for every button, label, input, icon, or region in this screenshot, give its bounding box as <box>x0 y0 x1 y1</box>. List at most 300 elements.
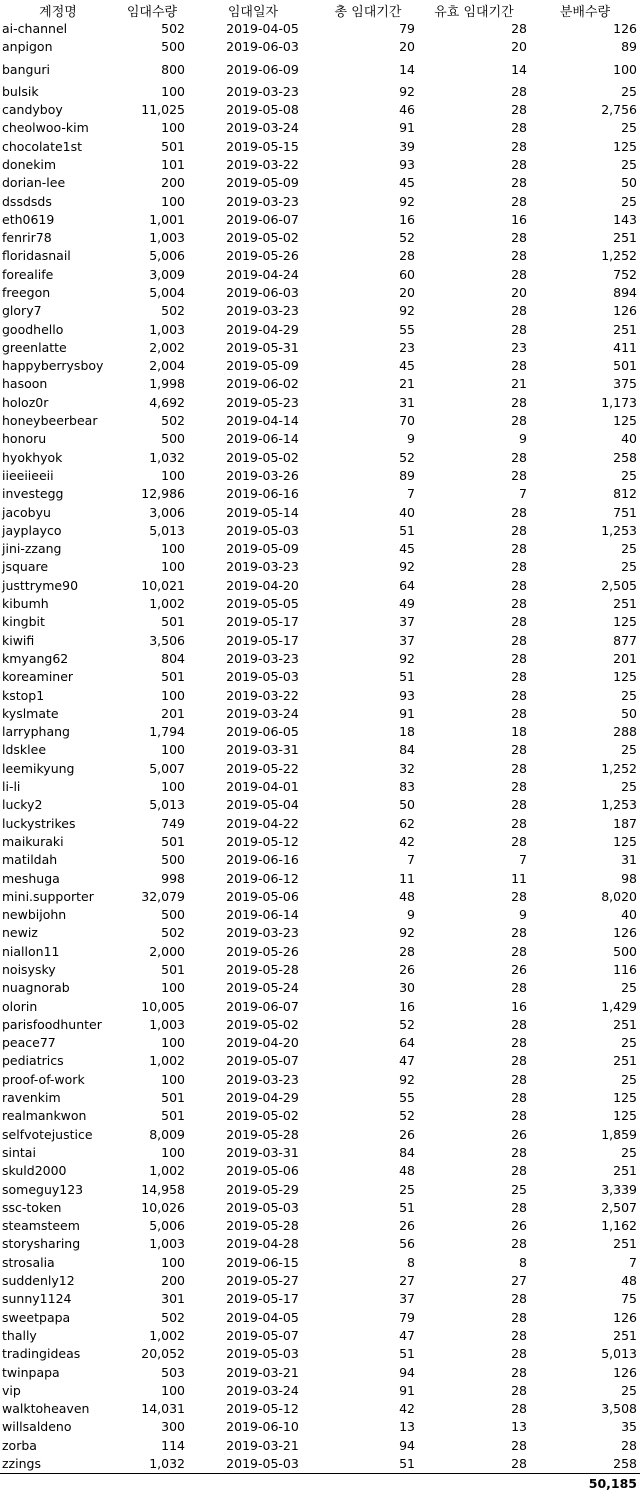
rental-amount: 5,007 <box>149 760 185 776</box>
valid-period: 28 <box>511 1327 527 1343</box>
rental-date: 2019-05-03 <box>226 1456 299 1471</box>
account-name: floridasnail <box>2 248 71 264</box>
account-name: jsquare <box>2 559 49 575</box>
rental-date: 2019-06-03 <box>226 39 299 55</box>
distribution-amount: 251 <box>613 1163 637 1179</box>
total-period: 16 <box>399 998 415 1014</box>
account-name: zzings <box>2 1456 41 1471</box>
total-period: 45 <box>399 175 415 191</box>
rental-amount: 500 <box>161 431 185 447</box>
account-name: fenrir78 <box>2 230 52 246</box>
rental-date: 2019-04-20 <box>226 577 299 593</box>
account-name: sunny1124 <box>2 1291 72 1307</box>
rental-amount: 3,006 <box>149 504 185 520</box>
valid-period: 28 <box>511 687 527 703</box>
valid-period: 28 <box>511 1108 527 1124</box>
account-name: olorin <box>2 998 38 1014</box>
table-row <box>0 741 640 759</box>
rental-date: 2019-04-20 <box>226 1035 299 1051</box>
table-row <box>0 613 640 631</box>
distribution-amount: 28 <box>621 1437 637 1453</box>
account-name: lucky2 <box>2 797 43 813</box>
account-name: cheolwoo-kim <box>2 120 89 136</box>
rental-date: 2019-05-12 <box>226 1401 299 1417</box>
distribution-amount: 187 <box>613 815 637 831</box>
valid-period: 28 <box>511 1035 527 1051</box>
total-period: 51 <box>399 1199 415 1215</box>
rental-amount: 100 <box>161 742 185 758</box>
total-period: 7 <box>407 852 415 868</box>
rental-amount: 1,002 <box>149 1053 185 1069</box>
distribution-amount: 2,756 <box>601 102 637 118</box>
account-name: selfvotejustice <box>2 1126 93 1142</box>
rental-date: 2019-05-26 <box>226 943 299 959</box>
distribution-amount: 1,162 <box>601 1218 637 1234</box>
distribution-amount: 812 <box>613 486 637 502</box>
table-row <box>0 449 640 467</box>
valid-period: 20 <box>511 39 527 55</box>
distribution-amount: 25 <box>621 779 637 795</box>
rental-date: 2019-05-03 <box>226 522 299 538</box>
valid-period: 9 <box>519 431 527 447</box>
table-row <box>0 851 640 869</box>
rental-amount: 800 <box>161 61 185 77</box>
rental-date: 2019-05-14 <box>226 504 299 520</box>
header-rental-date: 임대일자 <box>227 4 279 20</box>
total-period: 55 <box>399 1090 415 1106</box>
account-name: goodhello <box>2 321 64 337</box>
rental-amount: 100 <box>161 980 185 996</box>
table-row <box>0 1016 640 1034</box>
rental-amount: 1,003 <box>149 321 185 337</box>
valid-period: 28 <box>511 815 527 831</box>
rental-amount: 100 <box>161 1254 185 1270</box>
table-row <box>0 1345 640 1363</box>
total-period: 32 <box>399 760 415 776</box>
table-row <box>0 1437 640 1455</box>
account-name: jini-zzang <box>2 541 62 557</box>
valid-period: 7 <box>519 852 527 868</box>
table-row <box>0 668 640 686</box>
valid-period: 28 <box>511 943 527 959</box>
total-period: 27 <box>399 1273 415 1289</box>
rental-date: 2019-06-10 <box>226 1419 299 1435</box>
rental-date: 2019-05-17 <box>226 1291 299 1307</box>
total-period: 92 <box>399 193 415 209</box>
valid-period: 28 <box>511 1309 527 1325</box>
table-row <box>0 595 640 613</box>
rental-date: 2019-03-23 <box>226 559 299 575</box>
rental-date: 2019-05-02 <box>226 1108 299 1124</box>
rental-date: 2019-06-05 <box>226 724 299 740</box>
distribution-amount: 35 <box>621 1419 637 1435</box>
valid-period: 28 <box>511 193 527 209</box>
account-name: someguy123 <box>2 1181 84 1197</box>
account-name: hasoon <box>2 376 48 392</box>
rental-date: 2019-05-09 <box>226 175 299 191</box>
table-row <box>0 1272 640 1290</box>
account-name: investegg <box>2 486 64 502</box>
rental-amount: 1,032 <box>149 1456 185 1471</box>
table-row <box>0 979 640 997</box>
rental-amount: 5,004 <box>149 285 185 300</box>
rental-amount: 503 <box>161 1364 185 1380</box>
valid-period: 8 <box>519 1254 527 1270</box>
account-name: koreaminer <box>2 669 74 685</box>
rental-date: 2019-03-23 <box>226 925 299 941</box>
rental-amount: 1,002 <box>149 596 185 612</box>
table-row <box>0 796 640 814</box>
table-row <box>0 1418 640 1436</box>
rental-date: 2019-05-03 <box>226 1199 299 1215</box>
distribution-amount: 1,253 <box>601 797 637 813</box>
table-row <box>0 522 640 540</box>
account-name: nuagnorab <box>2 980 70 996</box>
rental-amount: 1,998 <box>149 376 185 392</box>
rental-amount: 5,013 <box>149 797 185 813</box>
table-row <box>0 888 640 906</box>
table-row <box>0 814 640 832</box>
table-row <box>0 192 640 210</box>
valid-period: 28 <box>511 1163 527 1179</box>
valid-period: 28 <box>511 1144 527 1160</box>
distribution-amount: 1,252 <box>601 760 637 776</box>
distribution-amount: 877 <box>613 632 637 648</box>
rental-date: 2019-06-02 <box>226 376 299 392</box>
total-period: 37 <box>399 1291 415 1307</box>
distribution-amount: 126 <box>613 21 637 37</box>
rental-amount: 14,031 <box>141 1401 185 1417</box>
table-row <box>0 1290 640 1308</box>
rental-amount: 5,013 <box>149 522 185 538</box>
rental-date: 2019-03-22 <box>226 156 299 172</box>
rental-amount: 501 <box>161 614 185 630</box>
distribution-amount: 75 <box>621 1291 637 1307</box>
account-name: dssdsds <box>2 193 52 209</box>
rental-amount: 4,692 <box>149 394 185 410</box>
rental-date: 2019-06-14 <box>226 431 299 447</box>
distribution-amount: 25 <box>621 467 637 483</box>
distribution-amount: 1,253 <box>601 522 637 538</box>
rental-date: 2019-04-29 <box>226 321 299 337</box>
account-name: jayplayco <box>2 522 62 538</box>
valid-period: 26 <box>511 1126 527 1142</box>
table-row <box>0 339 640 357</box>
total-period: 84 <box>399 742 415 758</box>
rental-amount: 998 <box>161 870 185 886</box>
table-row <box>0 1107 640 1125</box>
total-period: 48 <box>399 888 415 904</box>
rental-date: 2019-05-17 <box>226 614 299 630</box>
rental-date: 2019-03-31 <box>226 1144 299 1160</box>
rental-amount: 501 <box>161 961 185 977</box>
distribution-amount: 116 <box>613 961 637 977</box>
rental-date: 2019-03-24 <box>226 705 299 721</box>
rental-amount: 201 <box>161 705 185 721</box>
valid-period: 16 <box>511 998 527 1014</box>
table-row <box>0 394 640 412</box>
account-name: chocolate1st <box>2 138 83 154</box>
table-row <box>0 284 640 302</box>
valid-period: 28 <box>511 394 527 410</box>
account-name: hyokhyok <box>2 449 63 465</box>
rental-date: 2019-04-14 <box>226 413 299 429</box>
distribution-amount: 1,859 <box>601 1126 637 1142</box>
valid-period: 25 <box>511 1181 527 1197</box>
rental-date: 2019-05-06 <box>226 1163 299 1179</box>
rental-amount: 100 <box>161 687 185 703</box>
account-name: happyberrysboy <box>2 358 104 374</box>
distribution-amount: 500 <box>613 943 637 959</box>
table-row <box>0 1052 640 1070</box>
rental-amount: 501 <box>161 1108 185 1124</box>
total-period: 23 <box>399 339 415 355</box>
total-period: 47 <box>399 1053 415 1069</box>
total-period: 42 <box>399 833 415 849</box>
rental-date: 2019-05-22 <box>226 760 299 776</box>
total-period: 39 <box>399 138 415 154</box>
valid-period: 21 <box>511 376 527 392</box>
rental-date: 2019-05-24 <box>226 980 299 996</box>
total-period: 9 <box>407 907 415 923</box>
distribution-amount: 126 <box>613 925 637 941</box>
table-row <box>0 997 640 1015</box>
valid-period: 14 <box>511 61 527 77</box>
account-name: holoz0r <box>2 394 49 410</box>
total-period: 84 <box>399 1144 415 1160</box>
total-period: 9 <box>407 431 415 447</box>
total-period: 92 <box>399 83 415 99</box>
rental-amount: 502 <box>161 303 185 319</box>
account-name: kingbit <box>2 614 45 630</box>
total-period: 92 <box>399 650 415 666</box>
table-row <box>0 1217 640 1235</box>
rental-date: 2019-03-21 <box>226 1437 299 1453</box>
total-period: 92 <box>399 1071 415 1087</box>
distribution-amount: 2,507 <box>601 1199 637 1215</box>
rental-date: 2019-03-23 <box>226 1071 299 1087</box>
account-name: donekim <box>2 156 57 172</box>
account-name: tradingideas <box>2 1346 81 1362</box>
rental-date: 2019-05-29 <box>226 1181 299 1197</box>
table-row <box>0 38 640 56</box>
rental-amount: 1,003 <box>149 230 185 246</box>
table-body <box>0 20 640 1474</box>
rental-amount: 500 <box>161 907 185 923</box>
total-period: 92 <box>399 559 415 575</box>
account-name: parisfoodhunter <box>2 1016 102 1032</box>
table-row <box>0 174 640 192</box>
total-period: 94 <box>399 1364 415 1380</box>
account-name: leemikyung <box>2 760 75 776</box>
rental-date: 2019-05-03 <box>226 1346 299 1362</box>
total-period: 83 <box>399 779 415 795</box>
valid-period: 28 <box>511 614 527 630</box>
rental-amount: 1,002 <box>149 1163 185 1179</box>
account-name: forealife <box>2 266 54 282</box>
rental-amount: 3,506 <box>149 632 185 648</box>
distribution-amount: 251 <box>613 1327 637 1343</box>
distribution-amount: 7 <box>629 1254 637 1270</box>
distribution-amount: 251 <box>613 596 637 612</box>
account-name: larryphang <box>2 724 70 740</box>
account-name: glory7 <box>2 303 42 319</box>
table-row <box>0 83 640 101</box>
account-name: noisysky <box>2 961 56 977</box>
total-period: 8 <box>407 1254 415 1270</box>
table-row <box>0 632 640 650</box>
rental-date: 2019-06-14 <box>226 907 299 923</box>
rental-amount: 32,079 <box>141 888 185 904</box>
distribution-amount: 25 <box>621 541 637 557</box>
table-row <box>0 1235 640 1253</box>
account-name: zorba <box>2 1437 37 1453</box>
valid-period: 26 <box>511 1218 527 1234</box>
rental-date: 2019-05-09 <box>226 358 299 374</box>
distribution-amount: 125 <box>613 138 637 154</box>
rental-date: 2019-06-03 <box>226 285 299 300</box>
valid-period: 28 <box>511 705 527 721</box>
table-row <box>0 869 640 887</box>
total-period: 28 <box>399 248 415 264</box>
rental-date: 2019-04-22 <box>226 815 299 831</box>
account-name: luckystrikes <box>2 815 76 831</box>
distribution-amount: 125 <box>613 1090 637 1106</box>
distribution-amount: 2,505 <box>601 577 637 593</box>
distribution-amount: 143 <box>613 211 637 227</box>
rental-amount: 100 <box>161 193 185 209</box>
total-period: 92 <box>399 925 415 941</box>
valid-period: 28 <box>511 467 527 483</box>
table-row <box>0 302 640 320</box>
valid-period: 11 <box>511 870 527 886</box>
account-name: sweetpapa <box>2 1309 71 1325</box>
rental-amount: 100 <box>161 559 185 575</box>
rental-amount: 100 <box>161 83 185 99</box>
rental-date: 2019-06-16 <box>226 852 299 868</box>
total-period: 26 <box>399 1218 415 1234</box>
distribution-amount: 125 <box>613 1108 637 1124</box>
distribution-amount: 25 <box>621 83 637 99</box>
total-period: 21 <box>399 376 415 392</box>
distribution-amount: 501 <box>613 358 637 374</box>
table-row <box>0 266 640 284</box>
account-name: niallon11 <box>2 943 60 959</box>
rental-amount: 11,025 <box>141 102 185 118</box>
account-name: ldsklee <box>2 742 47 758</box>
distribution-amount: 50 <box>621 175 637 191</box>
valid-period: 28 <box>511 449 527 465</box>
distribution-amount: 125 <box>613 833 637 849</box>
rental-date: 2019-05-28 <box>226 961 299 977</box>
total-period: 51 <box>399 669 415 685</box>
valid-period: 28 <box>511 650 527 666</box>
valid-period: 27 <box>511 1273 527 1289</box>
distribution-amount: 1,429 <box>601 998 637 1014</box>
account-name: matildah <box>2 852 58 868</box>
rental-date: 2019-05-26 <box>226 248 299 264</box>
distribution-amount: 125 <box>613 614 637 630</box>
account-name: storysharing <box>2 1236 81 1252</box>
valid-period: 28 <box>511 632 527 648</box>
valid-period: 18 <box>511 724 527 740</box>
distribution-amount: 251 <box>613 1053 637 1069</box>
table-row <box>0 1400 640 1418</box>
rental-amount: 2,002 <box>149 339 185 355</box>
total-period: 37 <box>399 614 415 630</box>
table-row <box>0 1144 640 1162</box>
rental-amount: 300 <box>161 1419 185 1435</box>
rental-amount: 1,002 <box>149 1327 185 1343</box>
table-row <box>0 906 640 924</box>
total-period: 70 <box>399 413 415 429</box>
valid-period: 28 <box>511 120 527 136</box>
distribution-amount: 25 <box>621 980 637 996</box>
rental-amount: 100 <box>161 467 185 483</box>
distribution-amount: 50 <box>621 705 637 721</box>
valid-period: 28 <box>511 1071 527 1087</box>
table-row <box>0 540 640 558</box>
rental-date: 2019-05-12 <box>226 833 299 849</box>
valid-period: 28 <box>511 980 527 996</box>
account-name: honeybeerbear <box>2 413 98 429</box>
rental-date: 2019-05-02 <box>226 230 299 246</box>
distribution-amount: 251 <box>613 1236 637 1252</box>
valid-period: 28 <box>511 760 527 776</box>
account-name: freegon <box>2 285 51 300</box>
rental-amount: 501 <box>161 1090 185 1106</box>
table-row <box>0 375 640 393</box>
distribution-amount: 251 <box>613 230 637 246</box>
header-rental-amount: 임대수량 <box>126 4 178 20</box>
distribution-amount: 751 <box>613 504 637 520</box>
distribution-amount: 25 <box>621 193 637 209</box>
rental-date: 2019-05-07 <box>226 1053 299 1069</box>
rental-date: 2019-05-17 <box>226 632 299 648</box>
total-period: 49 <box>399 596 415 612</box>
rental-amount: 1,794 <box>149 724 185 740</box>
account-name: newbijohn <box>2 907 67 923</box>
rental-amount: 101 <box>161 156 185 172</box>
total-period: 26 <box>399 1126 415 1142</box>
account-name: eth0619 <box>2 211 55 227</box>
total-period: 25 <box>399 1181 415 1197</box>
valid-period: 28 <box>511 1437 527 1453</box>
total-period: 51 <box>399 522 415 538</box>
rental-date: 2019-05-08 <box>226 102 299 118</box>
account-name: sintai <box>2 1144 36 1160</box>
valid-period: 28 <box>511 888 527 904</box>
distribution-amount: 201 <box>613 650 637 666</box>
rental-date: 2019-04-28 <box>226 1236 299 1252</box>
valid-period: 28 <box>511 175 527 191</box>
distribution-amount: 411 <box>613 339 637 355</box>
rental-date: 2019-04-29 <box>226 1090 299 1106</box>
total-period: 50 <box>399 797 415 813</box>
rental-date: 2019-03-23 <box>226 303 299 319</box>
table-row <box>0 1382 640 1400</box>
total-period: 31 <box>399 394 415 410</box>
rental-amount: 749 <box>161 815 185 831</box>
rental-amount: 100 <box>161 541 185 557</box>
total-period: 64 <box>399 577 415 593</box>
table-row <box>0 650 640 668</box>
rental-date: 2019-04-24 <box>226 266 299 282</box>
total-period: 45 <box>399 541 415 557</box>
distribution-amount: 25 <box>621 742 637 758</box>
valid-period: 28 <box>511 669 527 685</box>
valid-period: 28 <box>511 303 527 319</box>
